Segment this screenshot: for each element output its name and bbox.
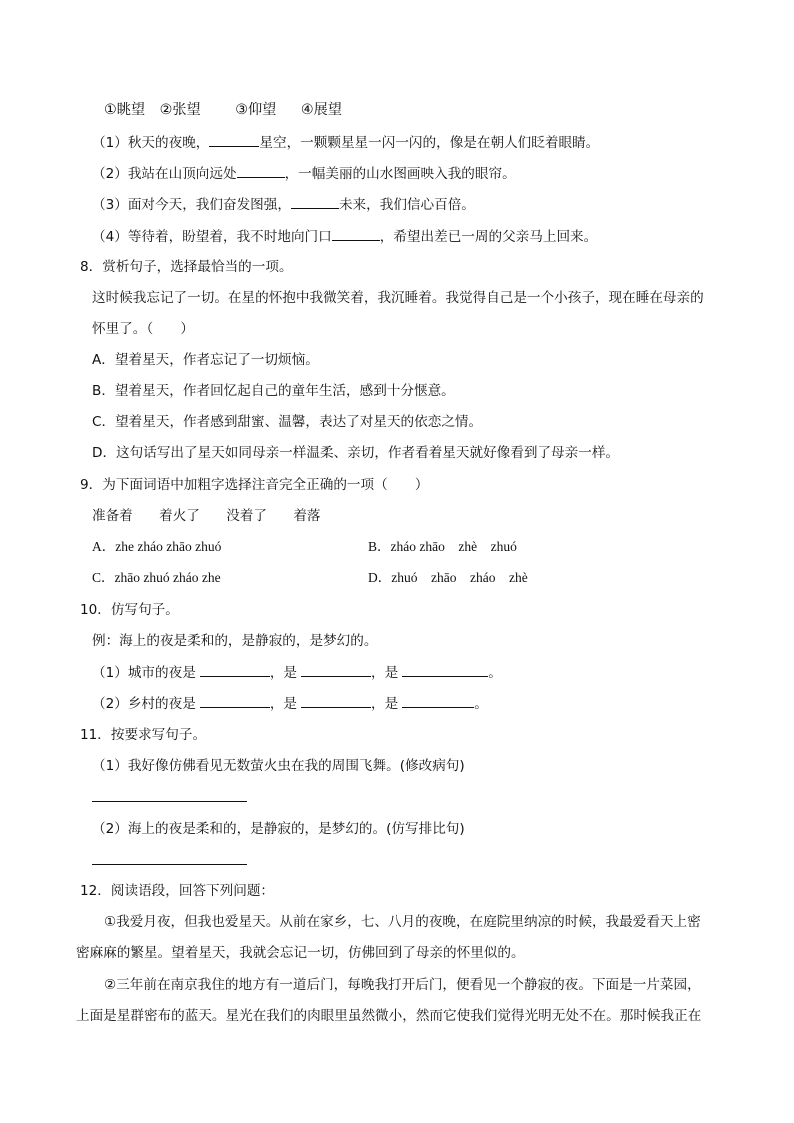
answer-line-1[interactable]: [92, 801, 247, 802]
option-2: ②张望: [159, 102, 201, 118]
q9-title: 9．为下面词语中加粗字选择注音完全正确的一项（ ）: [80, 477, 429, 493]
q11-sentence-2: （2）海上的夜是柔和的，是静寂的，是梦幻的。(仿写排比句): [92, 821, 465, 837]
q8-option-b[interactable]: B．望着星天，作者回忆起自己的童年生活，感到十分惬意。: [92, 383, 455, 399]
q11-title: 11．按要求写句子。: [80, 727, 207, 743]
answer-blank[interactable]: [402, 662, 488, 677]
q11-sentence-1: （1）我好像仿佛看见无数萤火虫在我的周围飞舞。(修改病句): [92, 758, 465, 774]
q12-paragraph-2-line-1: ②三年前在南京我住的地方有一道后门，每晚我打开后门，便看见一个静寂的夜。下面是一片菜园，: [104, 977, 701, 993]
q7-sentence-1: （1）秋天的夜晚， 星空，一颗颗星星一闪一闪的，像是在朝人们眨着眼睛。: [92, 132, 599, 153]
option-4: ④展望: [300, 102, 342, 118]
q10-title: 10．仿写句子。: [80, 602, 179, 618]
q12-paragraph-1-line-1: ①我爱月夜，但我也爱星天。从前在家乡，七、八月的夜晚，在庭院里纳凉的时候，我最爱看天上密: [104, 914, 701, 930]
answer-blank[interactable]: [200, 662, 270, 677]
q9-option-c[interactable]: C．zhāo zhuó zháo zhe: [92, 570, 221, 585]
q10-sentence-1: （1）城市的夜是 ，是 ，是 。: [92, 662, 502, 683]
q12-paragraph-1-line-2: 密麻麻的繁星。望着星天，我就会忘记一切，仿佛回到了母亲的怀里似的。: [76, 945, 525, 961]
q12-title: 12．阅读语段，回答下列问题：: [80, 883, 275, 899]
word-1: 准备着: [92, 508, 133, 524]
answer-blank[interactable]: [291, 194, 339, 209]
q8-title: 8．赏析句子，选择最恰当的一项。: [80, 259, 293, 275]
q8-quote-line-1: 这时候我忘记了一切。在星的怀抱中我微笑着，我沉睡着。我觉得自己是一个小孩子，现在睡在母亲的: [92, 290, 704, 306]
q7-options: [104, 100, 342, 120]
option-1: ①眺望: [104, 102, 146, 118]
q8-quote-line-2: 怀里了。（ ）: [92, 321, 194, 337]
option-3: ③仰望: [235, 102, 277, 118]
answer-line-2[interactable]: [92, 864, 247, 865]
q8-option-d[interactable]: D．这句话写出了星天如同母亲一样温柔、亲切，作者看着星天就好像看到了母亲一样。: [92, 445, 620, 461]
answer-blank[interactable]: [209, 132, 259, 147]
q8-option-a[interactable]: A．望着星天，作者忘记了一切烦恼。: [92, 352, 319, 368]
answer-blank[interactable]: [200, 693, 270, 708]
q9-option-d[interactable]: D．zhuó zhāo zháo zhè: [368, 570, 528, 585]
q12-paragraph-2-line-2: 上面是星群密布的蓝天。星光在我们的肉眼里虽然微小，然而它使我们觉得光明无处不在。那时候我正在: [76, 1008, 702, 1024]
q9-words: [92, 506, 321, 526]
answer-blank[interactable]: [402, 693, 474, 708]
q10-example: 例：海上的夜是柔和的，是静寂的，是梦幻的。: [92, 633, 378, 649]
q9-option-b[interactable]: B．zháo zhāo zhè zhuó: [368, 539, 517, 554]
word-3: 没着了: [226, 508, 267, 524]
answer-blank[interactable]: [237, 163, 285, 178]
word-2: 着火了: [159, 508, 200, 524]
q8-option-c[interactable]: C．望着星天，作者感到甜蜜、温馨，表达了对星天的依恋之情。: [92, 414, 483, 430]
word-4: 着落: [293, 508, 321, 524]
q10-sentence-2: （2）乡村的夜是 ，是 ，是 。: [92, 693, 488, 714]
q7-sentence-4: （4）等待着，盼望着，我不时地向门口 ，希望出差已一周的父亲马上回来。: [92, 226, 597, 247]
q7-sentence-3: （3）面对今天，我们奋发图强， 未来，我们信心百倍。: [92, 194, 475, 215]
answer-blank[interactable]: [301, 693, 371, 708]
answer-blank[interactable]: [301, 662, 371, 677]
q9-option-a[interactable]: A．zhe zháo zhāo zhuó: [92, 539, 222, 554]
answer-blank[interactable]: [332, 226, 380, 241]
q7-sentence-2: （2）我站在山顶向远处 ，一幅美丽的山水图画映入我的眼帘。: [92, 163, 516, 184]
